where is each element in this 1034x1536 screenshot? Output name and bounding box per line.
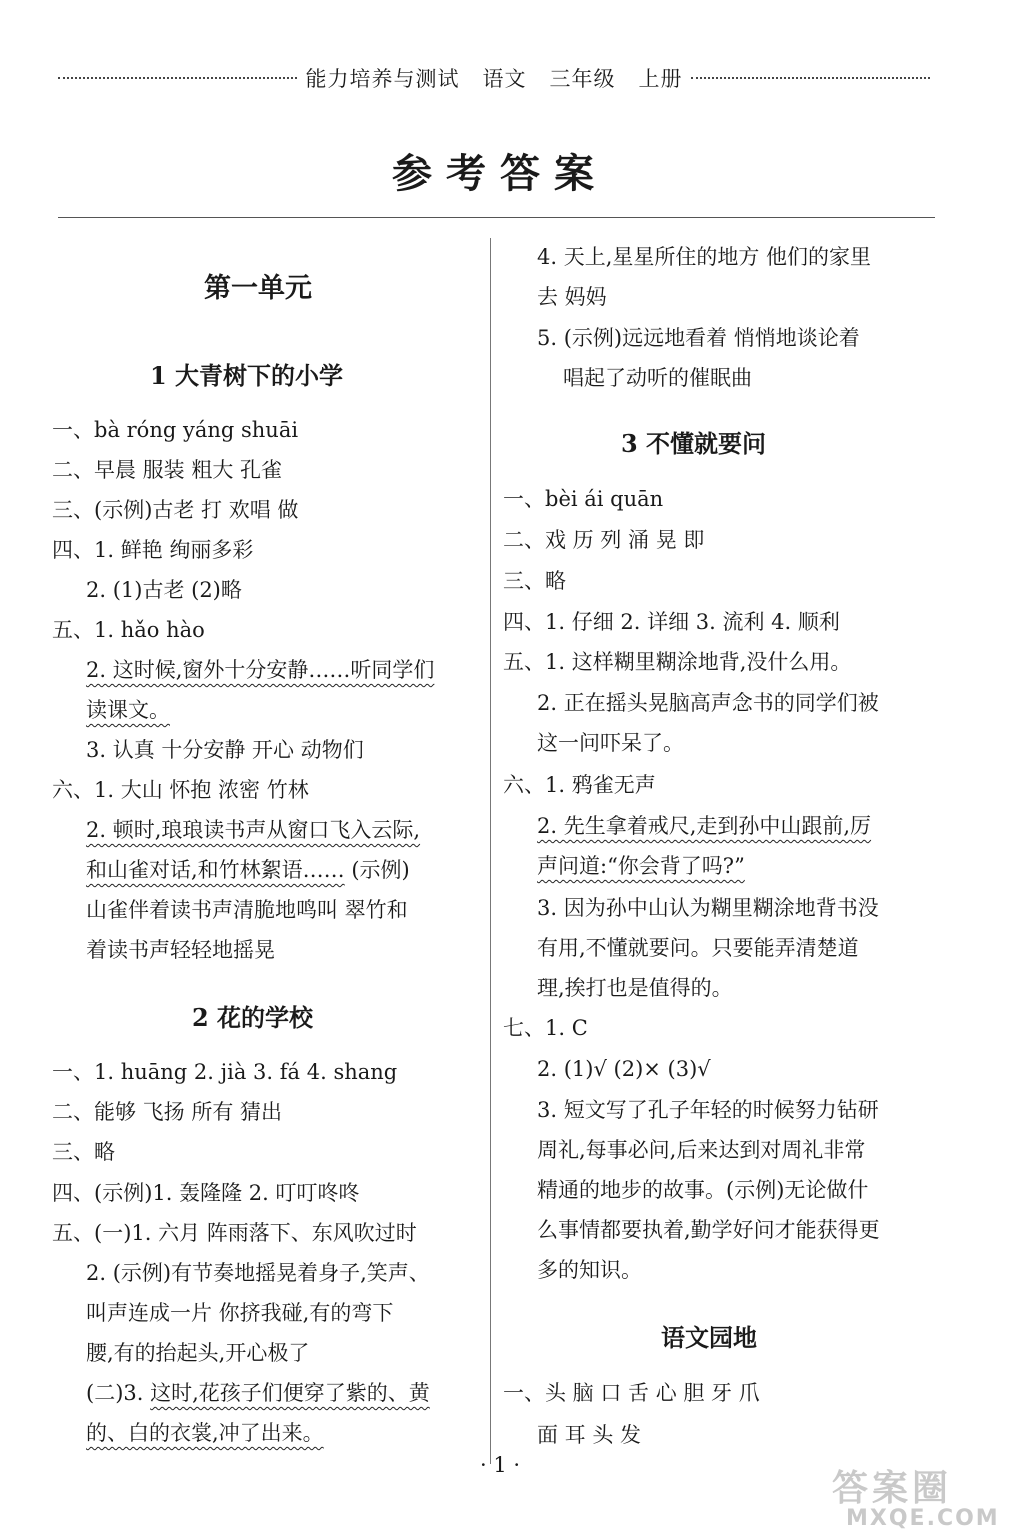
answer-prefix: (二)3.: [86, 1381, 151, 1405]
l1-answer-7a: [86, 655, 434, 685]
header-text: 能力培养与测试 语文 三年级 上册: [305, 67, 683, 91]
l1-answer-8: 3. 认真 十分安静 开心 动物们: [86, 738, 364, 762]
l2-answer-6c: 腰,有的抬起头,开心极了: [86, 1341, 310, 1365]
l2-answer-9b: 唱起了动听的催眠曲: [563, 366, 752, 390]
l3-answer-4: 四、1. 仔细 2. 详细 3. 流利 4. 顺利: [503, 610, 840, 634]
l3-answer-3: 三、略: [503, 569, 566, 593]
l1-answer-10c: 山雀伴着读书声清脆地鸣叫 翠竹和: [86, 898, 408, 922]
wavy-underlined-text: 2. 先生拿着戒尺,走到孙中山跟前,厉: [537, 814, 872, 838]
l3-answer-12d: 么事情都要执着,勤学好问才能获得更: [537, 1218, 880, 1242]
l2-answer-5: 五、(一)1. 六月 阵雨落下、东风吹过时: [52, 1221, 417, 1245]
l3-answer-12e: 多的知识。: [537, 1258, 642, 1282]
lesson-1-heading: 1 大青树下的小学: [150, 361, 344, 390]
column-divider: [490, 238, 491, 1464]
watermark-top: 答案圈: [832, 1468, 953, 1509]
page-number: · 1 ·: [479, 1453, 521, 1477]
l1-answer-2: 二、早晨 服装 粗大 孔雀: [52, 458, 283, 482]
l1-answer-6: 五、1. hǎo hào: [52, 618, 205, 642]
l3-answer-6b: 这一问吓呆了。: [537, 731, 684, 755]
l3-answer-10: 七、1. C: [503, 1016, 588, 1040]
l1-answer-9: 六、1. 大山 怀抱 浓密 竹林: [52, 778, 309, 802]
l1-answer-10a: [86, 815, 420, 845]
lesson-2-heading: 2 花的学校: [192, 1003, 314, 1032]
watermark-logo: [832, 1470, 1022, 1530]
l1-answer-10b: [86, 855, 410, 885]
l2-answer-2: 二、能够 飞扬 所有 猜出: [52, 1100, 283, 1124]
wavy-underlined-text: 的、白的衣裳,冲了出来。: [86, 1421, 324, 1445]
example-label: (示例): [344, 858, 410, 882]
watermark-bottom: MXQE.COM: [846, 1506, 1000, 1531]
l1-answer-4: 四、1. 鲜艳 绚丽多彩: [52, 538, 254, 562]
l1-answer-1: 一、bà róng yáng shuāi: [52, 418, 299, 442]
l1-answer-7b: [86, 695, 170, 725]
l3-answer-8b: [537, 851, 745, 881]
l3-answer-9a: 3. 因为孙中山认为糊里糊涂地背书没: [537, 896, 879, 920]
l2-answer-6a: 2. (示例)有节奏地摇晃着身子,笑声、: [86, 1261, 430, 1285]
lesson-3-heading: 3 不懂就要问: [621, 429, 767, 458]
garden-answer-1a: 一、头 脑 口 舌 心 胆 牙 爪: [503, 1381, 760, 1405]
l3-answer-12c: 精通的地步的故事。(示例)无论做什: [537, 1178, 869, 1202]
l3-answer-8a: [537, 811, 871, 841]
l2-answer-9a: 5. (示例)远远地看着 悄悄地谈论着: [537, 326, 860, 350]
l1-answer-5: 2. (1)古老 (2)略: [86, 578, 242, 602]
l1-answer-10d: 着读书声轻轻地摇晃: [86, 938, 275, 962]
header-dots-right: [691, 77, 930, 79]
l3-answer-6a: 2. 正在摇头晃脑高声念书的同学们被: [537, 691, 879, 715]
l3-answer-9b: 有用,不懂就要问。只要能弄清楚道: [537, 936, 859, 960]
wavy-underlined-text: 2. 这时候,窗外十分安静……听同学们: [86, 658, 435, 682]
header-dots-left: [58, 77, 297, 79]
l1-answer-3: 三、(示例)古老 打 欢唱 做: [52, 498, 299, 522]
page-header: [58, 66, 930, 90]
l3-answer-12b: 周礼,每事必问,后来达到对周礼非常: [537, 1138, 866, 1162]
l2-answer-8a: 4. 天上,星星所住的地方 他们的家里: [537, 245, 872, 269]
l2-answer-7a: [86, 1378, 430, 1408]
l2-answer-4: 四、(示例)1. 轰隆隆 2. 叮叮咚咚: [52, 1181, 360, 1205]
wavy-underlined-text: 和山雀对话,和竹林絮语……: [86, 858, 345, 882]
l3-answer-7: 六、1. 鸦雀无声: [503, 773, 656, 797]
title-rule: [58, 217, 935, 218]
l2-answer-8b: 去 妈妈: [537, 285, 607, 309]
unit-heading: 第一单元: [204, 273, 312, 304]
l3-answer-2: 二、戏 历 列 涌 晃 即: [503, 528, 705, 552]
l2-answer-3: 三、略: [52, 1140, 115, 1164]
l3-answer-9c: 理,挨打也是值得的。: [537, 976, 733, 1000]
l2-answer-1: 一、1. huāng 2. jià 3. fá 4. shang: [52, 1060, 398, 1084]
wavy-underlined-text: 这时,花孩子们便穿了紫的、黄: [150, 1381, 430, 1405]
garden-answer-1b: 面 耳 头 发: [537, 1423, 642, 1447]
wavy-underlined-text: 2. 顿时,琅琅读书声从窗口飞入云际,: [86, 818, 421, 842]
wavy-underlined-text: 读课文。: [86, 698, 170, 722]
garden-heading: 语文园地: [661, 1323, 757, 1352]
l2-answer-7b: [86, 1418, 324, 1448]
l3-answer-12a: 3. 短文写了孔子年轻的时候努力钻研: [537, 1098, 879, 1122]
page-title: 参考答案: [392, 150, 608, 197]
l3-answer-5: 五、1. 这样糊里糊涂地背,没什么用。: [503, 650, 852, 674]
l3-answer-11: 2. (1)√ (2)× (3)√: [537, 1057, 711, 1081]
l2-answer-6b: 叫声连成一片 你挤我碰,有的弯下: [86, 1301, 394, 1325]
l3-answer-1: 一、bèi ái quān: [503, 487, 664, 511]
wavy-underlined-text: 声问道:“你会背了吗?”: [537, 854, 745, 878]
